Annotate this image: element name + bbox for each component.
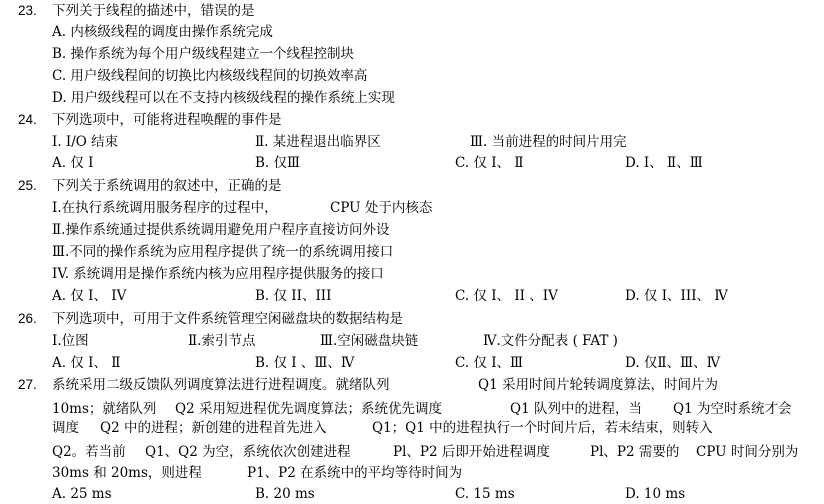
q26-option-d: D. 仅Ⅱ、Ⅲ、Ⅳ: [625, 355, 721, 371]
q27-line4-part5: CPU 时间分别为: [696, 444, 799, 460]
q27-line4-part3: Pl、P2 后即开始进程调度: [393, 444, 550, 460]
q24-item-3: Ⅲ. 当前进程的时间片用完: [470, 134, 627, 150]
q25-item-4: IV. 系统调用是操作系统内核为应用程序提供服务的接口: [52, 266, 384, 282]
q27-line5-part1: 30ms 和 20ms，则进程: [52, 465, 202, 481]
q23-option-b: B. 操作系统为每个用户级线程建立一个线程控制块: [52, 46, 355, 62]
q25-item-1-cont: CPU 处于内核态: [330, 200, 433, 216]
q25-option-d: D. 仅 I、III、 Ⅳ: [625, 288, 728, 304]
q24-stem: 下列选项中，可能将进程唤醒的事件是: [52, 112, 282, 128]
q24-item-1: I. I/O 结束: [52, 134, 119, 150]
q27-line4-part2: Q1、Q2 为空，系统依次创建进程: [145, 444, 351, 460]
q23-option-a: A. 内核级线程的调度由操作系统完成: [52, 24, 273, 40]
q27-line3-part1: 调度: [52, 420, 79, 436]
q26-item-1: I.位图: [52, 333, 89, 349]
q27-line1-part1: 系统采用二级反馈队列调度算法进行进程调度。就绪队列: [52, 377, 390, 393]
q25-option-b: B. 仅 II、III: [255, 288, 332, 304]
q26-item-4: Ⅳ.文件分配表 ( FAT ): [483, 333, 618, 349]
q25-stem: 下列关于系统调用的叙述中，正确的是: [52, 178, 282, 194]
q24-option-c: C. 仅 I、 Ⅱ: [455, 155, 524, 171]
q23-option-c: C. 用户级线程间的切换比内核级线程间的切换效率高: [52, 68, 368, 84]
q24-item-2: Ⅱ. 某进程退出临界区: [255, 134, 381, 150]
q24-option-d: D. I、 Ⅱ、Ⅲ: [625, 155, 703, 171]
q27-line2-part1: 10ms；就绪队列: [52, 401, 157, 417]
q26-stem: 下列选项中，可用于文件系统管理空闲磁盘块的数据结构是: [52, 311, 403, 327]
q26-option-c: C. 仅 I、Ⅲ: [455, 355, 524, 371]
q26-option-a: A. 仅 I、 Ⅱ: [52, 355, 121, 371]
q23-number: 23.: [18, 3, 37, 18]
q23-stem: 下列关于线程的描述中，错误的是: [52, 3, 255, 19]
q25-item-1: I.在执行系统调用服务程序的过程中，: [52, 200, 278, 216]
q24-number: 24.: [18, 112, 37, 127]
q26-item-2: Ⅱ.索引节点: [188, 333, 256, 349]
q23-option-d: D. 用户级线程可以在不支持内核级线程的操作系统上实现: [52, 90, 395, 106]
q27-line4-part1: Q2。若当前: [52, 444, 126, 460]
q27-option-a: A. 25 ms: [52, 486, 112, 502]
q24-option-a: A. 仅 I: [52, 155, 94, 171]
q27-line5-part2: P1、P2 在系统中的平均等待时间为: [247, 465, 463, 481]
q25-option-a: A. 仅 I、 IV: [52, 288, 127, 304]
q27-line2-part2: Q2 采用短进程优先调度算法；系统优先调度: [175, 401, 442, 417]
q27-line1-part2: Q1 采用时间片轮转调度算法，时间片为: [478, 377, 718, 393]
q27-line3-part2: Q2 中的进程；新创建的进程首先进入: [100, 420, 327, 436]
q26-number: 26.: [18, 311, 37, 326]
q25-item-3: Ⅲ.不同的操作系统为应用程序提供了统一的系统调用接口: [52, 244, 394, 260]
q27-line3-part3: Q1；Q1 中的进程执行一个时间片后，若未结束，则转入: [372, 420, 713, 436]
q25-number: 25.: [18, 178, 37, 193]
q27-line4-part4: Pl、P2 需要的: [590, 444, 680, 460]
q27-line2-part4: Q1 为空时系统才会: [673, 401, 792, 417]
q24-option-b: B. 仅Ⅲ: [255, 155, 301, 171]
q27-option-b: B. 20 ms: [255, 486, 315, 502]
q26-option-b: B. 仅 I 、Ⅲ、Ⅳ: [255, 355, 355, 371]
q27-option-d: D. 10 ms: [625, 486, 686, 502]
q25-option-c: C. 仅 I、 II 、IV: [455, 288, 558, 304]
q27-line2-part3: Q1 队列中的进程，当: [510, 401, 642, 417]
q27-number: 27.: [18, 377, 37, 392]
q27-option-c: C. 15 ms: [455, 486, 515, 502]
q25-item-2: Ⅱ.操作系统通过提供系统调用避免用户程序直接访问外设: [52, 222, 390, 238]
q26-item-3: Ⅲ.空闲磁盘块链: [320, 333, 419, 349]
